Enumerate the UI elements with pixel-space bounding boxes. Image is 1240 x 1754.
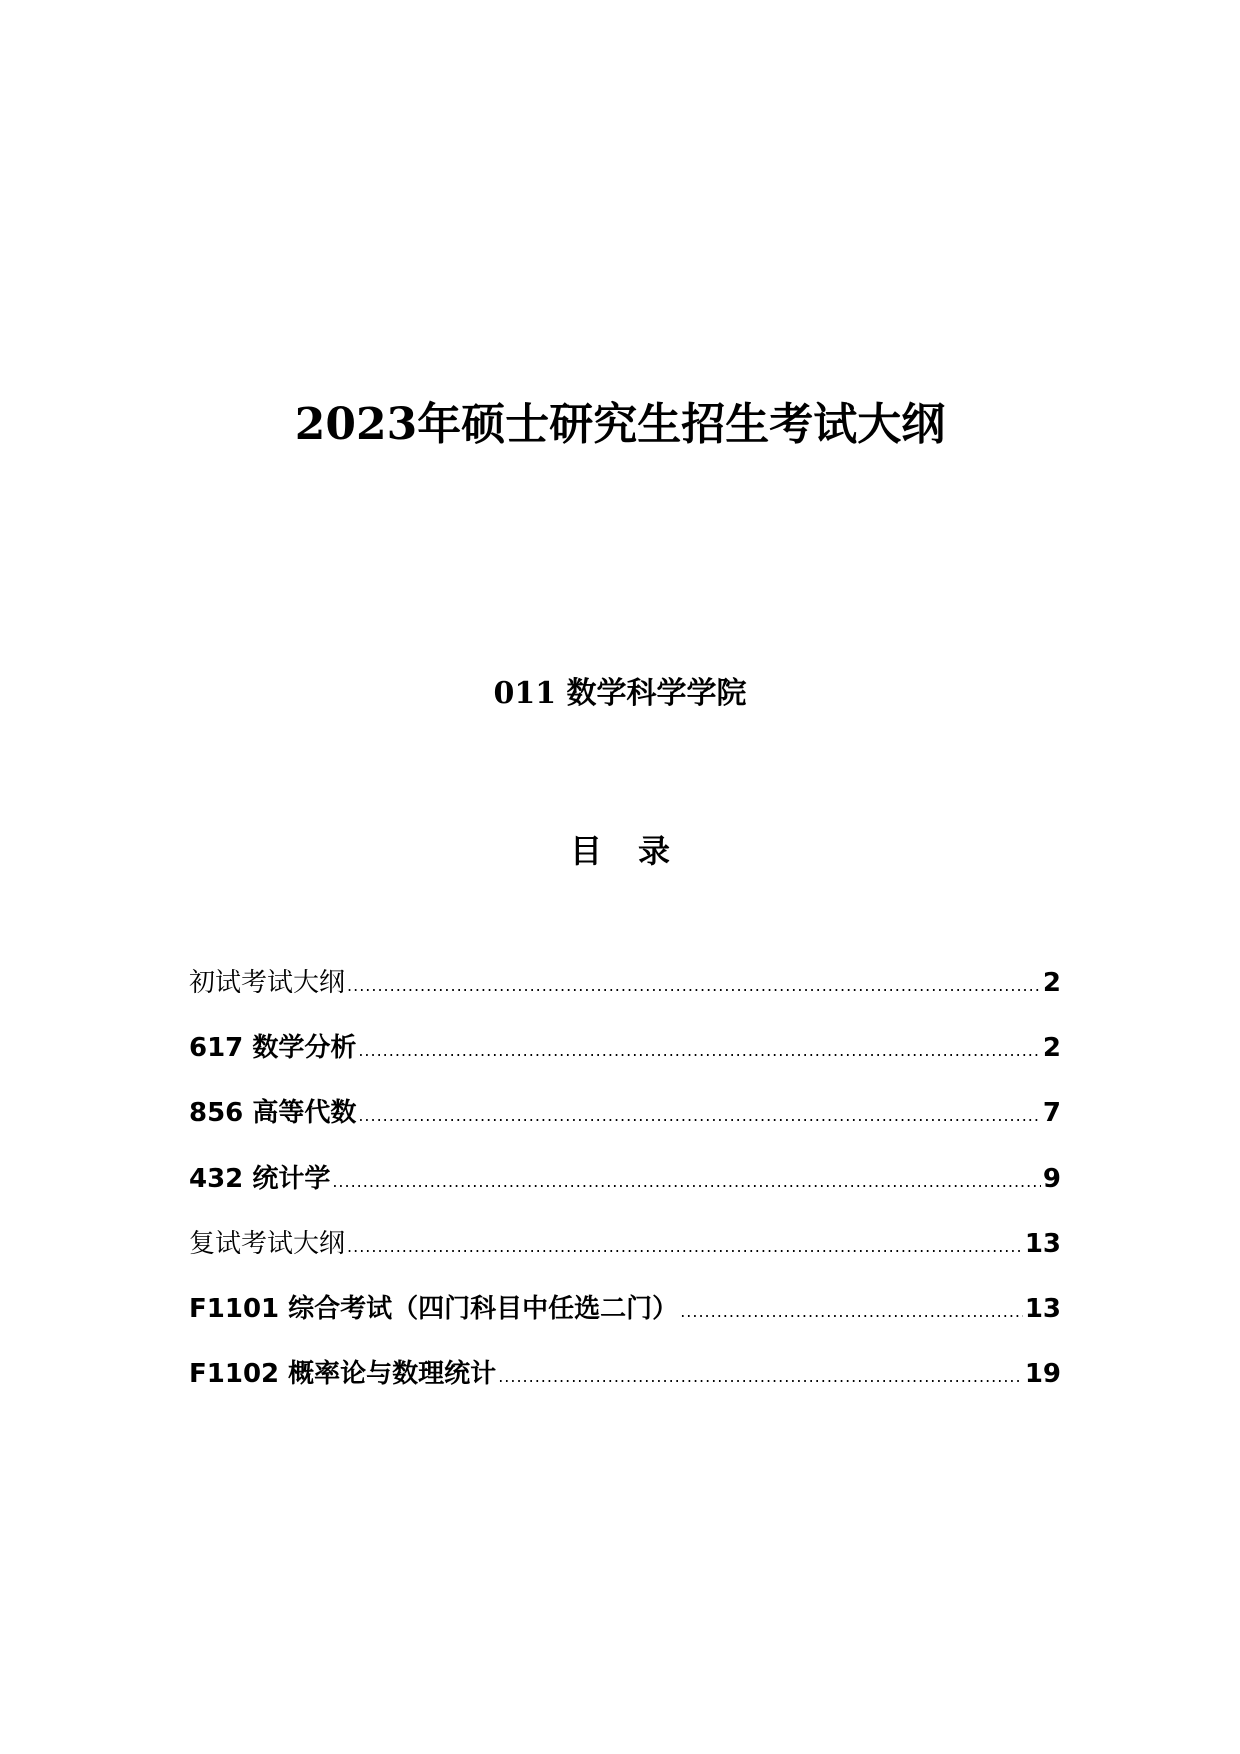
toc-entry-label: 初试考试大纲 (189, 968, 346, 998)
toc-entry-page: 7 (1042, 1098, 1061, 1129)
document-title: 2023年硕士研究生招生考试大纲 (294, 399, 946, 450)
toc-entry[interactable] (189, 1027, 1061, 1092)
toc-entry-label: 856 高等代数 (189, 1098, 357, 1129)
toc-entry-label: 复试考试大纲 (189, 1228, 346, 1259)
toc-entry-label: F1102 概率论与数理统计 (189, 1359, 497, 1390)
toc-leader (358, 1106, 1041, 1125)
toc-entry[interactable] (189, 962, 1061, 1027)
toc-entry-page: 13 (1024, 1293, 1061, 1324)
toc-entry-page: 2 (1042, 1033, 1061, 1064)
toc-leader (347, 1237, 1023, 1256)
toc-entry[interactable] (189, 1223, 1061, 1288)
toc-leader (358, 1041, 1041, 1060)
toc-entry[interactable] (189, 1158, 1061, 1223)
toc-entry[interactable] (189, 1092, 1061, 1157)
toc-entry-label: 617 数学分析 (189, 1033, 357, 1064)
toc-entry-page: 2 (1042, 968, 1061, 998)
toc-leader (498, 1367, 1023, 1386)
toc-entry-page: 13 (1024, 1228, 1061, 1259)
toc-leader (332, 1172, 1041, 1191)
table-of-contents (189, 962, 1061, 1418)
toc-entry-label: F1101 综合考试（四门科目中任选二门） (189, 1293, 679, 1324)
department-heading: 011 数学科学学院 (493, 676, 747, 711)
toc-entry[interactable] (189, 1288, 1061, 1353)
toc-leader (347, 976, 1041, 995)
toc-entry-label: 432 统计学 (189, 1163, 331, 1194)
toc-leader (680, 1302, 1023, 1321)
toc-heading: 目录 (569, 832, 706, 870)
toc-entry-page: 19 (1024, 1359, 1061, 1390)
toc-entry-page: 9 (1042, 1163, 1061, 1194)
toc-entry[interactable] (189, 1353, 1061, 1418)
